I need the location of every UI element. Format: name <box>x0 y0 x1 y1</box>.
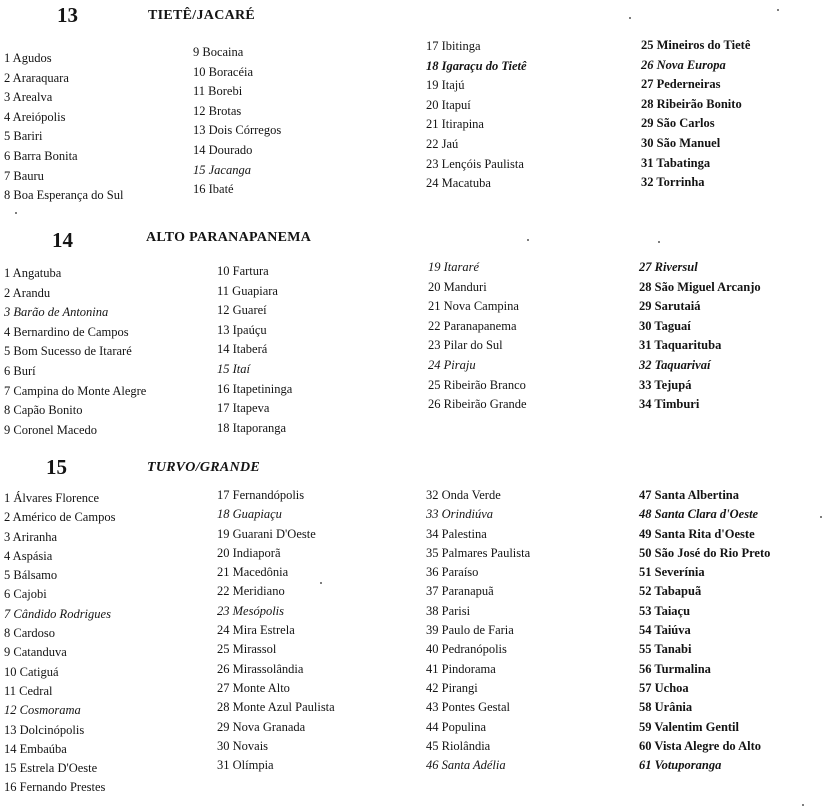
list-item: 48 Santa Clara d'Oeste <box>639 507 759 522</box>
list-item: 26 Nova Europa <box>641 57 726 72</box>
scan-speck <box>802 804 804 806</box>
section-14-number: 14 <box>52 228 73 252</box>
list-item: 9 Bocaina <box>193 45 244 59</box>
list-item: 19 Itararé <box>428 260 480 274</box>
scan-speck <box>629 17 631 19</box>
list-item: 10 Fartura <box>217 264 269 278</box>
list-item: 31 Olímpia <box>217 758 274 773</box>
list-item: 18 Igaraçu do Tietê <box>426 58 527 73</box>
list-item: 5 Bálsamo <box>4 568 58 583</box>
list-item: 20 Manduri <box>428 279 487 294</box>
list-item: 34 Palestina <box>426 526 487 541</box>
list-item: 11 Borebi <box>193 84 243 99</box>
section-14-title: ALTO PARANAPANEMA <box>146 230 312 245</box>
list-item: 5 Bom Sucesso de Itararé <box>4 344 132 359</box>
list-item: 61 Votuporanga <box>639 758 722 773</box>
list-item: 32 Onda Verde <box>426 488 501 502</box>
section-14-column-4 <box>639 258 761 415</box>
list-item: 16 Itapetininga <box>217 381 293 396</box>
list-item: 10 Boracéia <box>193 64 254 79</box>
list-item: 14 Itaberá <box>217 342 268 357</box>
list-item: 42 Pirangi <box>426 680 478 695</box>
list-item: 8 Cardoso <box>4 626 56 641</box>
list-item: 7 Bauru <box>4 168 44 183</box>
list-item: 2 Arandu <box>4 285 51 300</box>
list-item: 21 Macedônia <box>217 565 289 580</box>
section-15-number: 15 <box>46 455 67 479</box>
section-15-column-3 <box>426 486 530 775</box>
section-13-column-3 <box>426 37 527 194</box>
list-item: 6 Burí <box>4 363 36 378</box>
section-14-column-3 <box>428 258 527 415</box>
list-item: 54 Taiúva <box>639 623 691 638</box>
list-item: 12 Brotas <box>193 103 242 118</box>
list-item: 49 Santa Rita d'Oeste <box>639 526 755 541</box>
section-13-column-4 <box>641 36 750 193</box>
list-item: 31 Taquarituba <box>639 338 722 353</box>
list-item: 14 Embaúba <box>4 741 67 756</box>
list-item: 11 Cedral <box>4 683 53 698</box>
scan-speck <box>658 241 660 243</box>
list-item: 22 Jaú <box>426 136 459 151</box>
list-item: 19 Itajú <box>426 78 465 93</box>
list-item: 28 Ribeirão Bonito <box>641 96 742 111</box>
list-item: 4 Aspásia <box>4 548 53 563</box>
list-item: 40 Pedranópolis <box>426 642 507 657</box>
list-item: 1 Angatuba <box>4 266 62 280</box>
section-13-column-1 <box>4 49 123 206</box>
section-15-column-4 <box>639 486 770 775</box>
list-item: 46 Santa Adélia <box>426 758 506 773</box>
list-item: 47 Santa Albertina <box>639 488 740 502</box>
list-item: 5 Bariri <box>4 129 43 144</box>
list-item: 1 Álvares Florence <box>4 491 100 505</box>
list-item: 55 Tanabi <box>639 642 692 657</box>
list-item: 32 Torrinha <box>641 175 705 190</box>
list-item: 52 Tabapuã <box>639 584 702 599</box>
list-item: 11 Guapiara <box>217 283 278 298</box>
list-item: 20 Indiaporã <box>217 545 281 560</box>
list-item: 56 Turmalina <box>639 661 711 676</box>
list-item: 19 Guarani D'Oeste <box>217 526 316 541</box>
list-item: 14 Dourado <box>193 142 253 157</box>
list-item: 12 Cosmorama <box>4 703 81 718</box>
list-item: 17 Ibitinga <box>426 39 481 53</box>
section-13-number: 13 <box>57 3 78 27</box>
list-item: 9 Coronel Macedo <box>4 422 98 437</box>
list-item: 18 Itaporanga <box>217 420 287 435</box>
list-item: 30 Taguaí <box>639 318 691 333</box>
list-item: 8 Boa Esperança do Sul <box>4 188 124 203</box>
section-13-column-2 <box>193 43 281 200</box>
scan-speck <box>320 582 322 584</box>
list-item: 29 Sarutaiá <box>639 299 701 314</box>
section-15-title: TURVO/GRANDE <box>147 460 261 475</box>
list-item: 9 Catanduva <box>4 645 67 660</box>
list-item: 13 Ipaúçu <box>217 322 267 337</box>
list-item: 7 Campina do Monte Alegre <box>4 383 147 398</box>
list-item: 23 Lençóis Paulista <box>426 156 524 171</box>
list-item: 28 São Miguel Arcanjo <box>639 279 761 294</box>
list-item: 2 Américo de Campos <box>4 510 116 525</box>
list-item: 43 Pontes Gestal <box>426 700 511 715</box>
scan-speck <box>777 9 779 11</box>
list-item: 44 Populina <box>426 719 487 734</box>
list-item: 26 Ribeirão Grande <box>428 397 527 412</box>
list-item: 22 Meridiano <box>217 584 285 599</box>
list-item: 30 Novais <box>217 738 269 753</box>
list-item: 27 Riversul <box>639 260 698 274</box>
list-item: 16 Ibaté <box>193 182 234 197</box>
list-item: 12 Guareí <box>217 303 267 318</box>
list-item: 20 Itapuí <box>426 97 471 112</box>
list-item: 21 Nova Campina <box>428 299 519 314</box>
list-item: 60 Vista Alegre do Alto <box>639 738 761 753</box>
list-item: 34 Timburi <box>639 397 700 412</box>
section-14-column-1 <box>4 264 146 440</box>
list-item: 28 Monte Azul Paulista <box>217 700 335 715</box>
list-item: 15 Jacanga <box>193 162 251 177</box>
list-item: 3 Ariranha <box>4 529 58 544</box>
list-item: 16 Fernando Prestes <box>4 780 106 795</box>
list-item: 3 Barão de Antonina <box>4 305 109 320</box>
list-item: 31 Tabatinga <box>641 155 711 170</box>
section-14-column-2 <box>217 262 292 438</box>
list-item: 25 Mineiros do Tietê <box>641 38 751 52</box>
list-item: 15 Estrela D'Oeste <box>4 761 98 776</box>
list-item: 53 Taiaçu <box>639 603 691 618</box>
list-item: 3 Arealva <box>4 90 53 105</box>
list-item: 29 Nova Granada <box>217 719 306 734</box>
list-item: 27 Pederneiras <box>641 77 721 92</box>
list-item: 23 Pilar do Sul <box>428 338 503 353</box>
list-item: 51 Severínia <box>639 565 705 580</box>
list-item: 8 Capão Bonito <box>4 403 83 418</box>
list-item: 37 Paranapuã <box>426 584 494 599</box>
list-item: 18 Guapiaçu <box>217 507 282 522</box>
list-item: 59 Valentim Gentil <box>639 719 740 734</box>
list-item: 23 Mesópolis <box>217 603 285 618</box>
list-item: 57 Uchoa <box>639 680 689 695</box>
list-item: 4 Bernardino de Campos <box>4 324 129 339</box>
list-item: 26 Mirassolândia <box>217 661 304 676</box>
list-item: 2 Araraquara <box>4 70 69 85</box>
list-item: 4 Areiópolis <box>4 109 66 124</box>
list-item: 25 Ribeirão Branco <box>428 377 526 392</box>
list-item: 41 Pindorama <box>426 661 496 676</box>
list-item: 24 Mira Estrela <box>217 623 295 638</box>
section-15-column-2 <box>217 486 335 775</box>
list-item: 21 Itirapina <box>426 117 484 132</box>
list-item: 58 Urânia <box>639 700 693 715</box>
list-item: 27 Monte Alto <box>217 680 290 695</box>
list-item: 25 Mirassol <box>217 642 277 657</box>
list-item: 33 Orindiúva <box>426 507 494 522</box>
list-item: 17 Itapeva <box>217 401 270 416</box>
list-item: 1 Agudos <box>4 51 52 65</box>
scan-speck <box>527 239 529 241</box>
list-item: 22 Paranapanema <box>428 318 517 333</box>
list-item: 24 Piraju <box>428 357 476 372</box>
list-item: 6 Cajobi <box>4 587 47 602</box>
list-item: 30 São Manuel <box>641 135 721 150</box>
list-item: 24 Macatuba <box>426 176 491 191</box>
list-item: 10 Catiguá <box>4 664 59 679</box>
list-item: 32 Taquarivaí <box>639 357 711 372</box>
list-item: 39 Paulo de Faria <box>426 623 514 638</box>
list-item: 50 São José do Rio Preto <box>639 545 771 560</box>
list-item: 13 Dolcinópolis <box>4 722 85 737</box>
section-15-column-1 <box>4 489 115 798</box>
list-item: 7 Cândido Rodrigues <box>4 606 111 621</box>
list-item: 6 Barra Bonita <box>4 148 78 163</box>
scan-speck <box>820 516 822 518</box>
list-item: 33 Tejupá <box>639 377 692 392</box>
list-item: 13 Dois Córregos <box>193 123 282 138</box>
scan-speck <box>15 212 17 214</box>
list-item: 45 Riolândia <box>426 738 491 753</box>
list-item: 38 Parisi <box>426 603 471 618</box>
list-item: 36 Paraíso <box>426 565 479 580</box>
list-item: 17 Fernandópolis <box>217 488 305 502</box>
list-item: 15 Itaí <box>217 361 250 376</box>
list-item: 29 São Carlos <box>641 116 715 131</box>
list-item: 35 Palmares Paulista <box>426 545 531 560</box>
section-13-title: TIETÊ/JACARÉ <box>148 8 256 23</box>
